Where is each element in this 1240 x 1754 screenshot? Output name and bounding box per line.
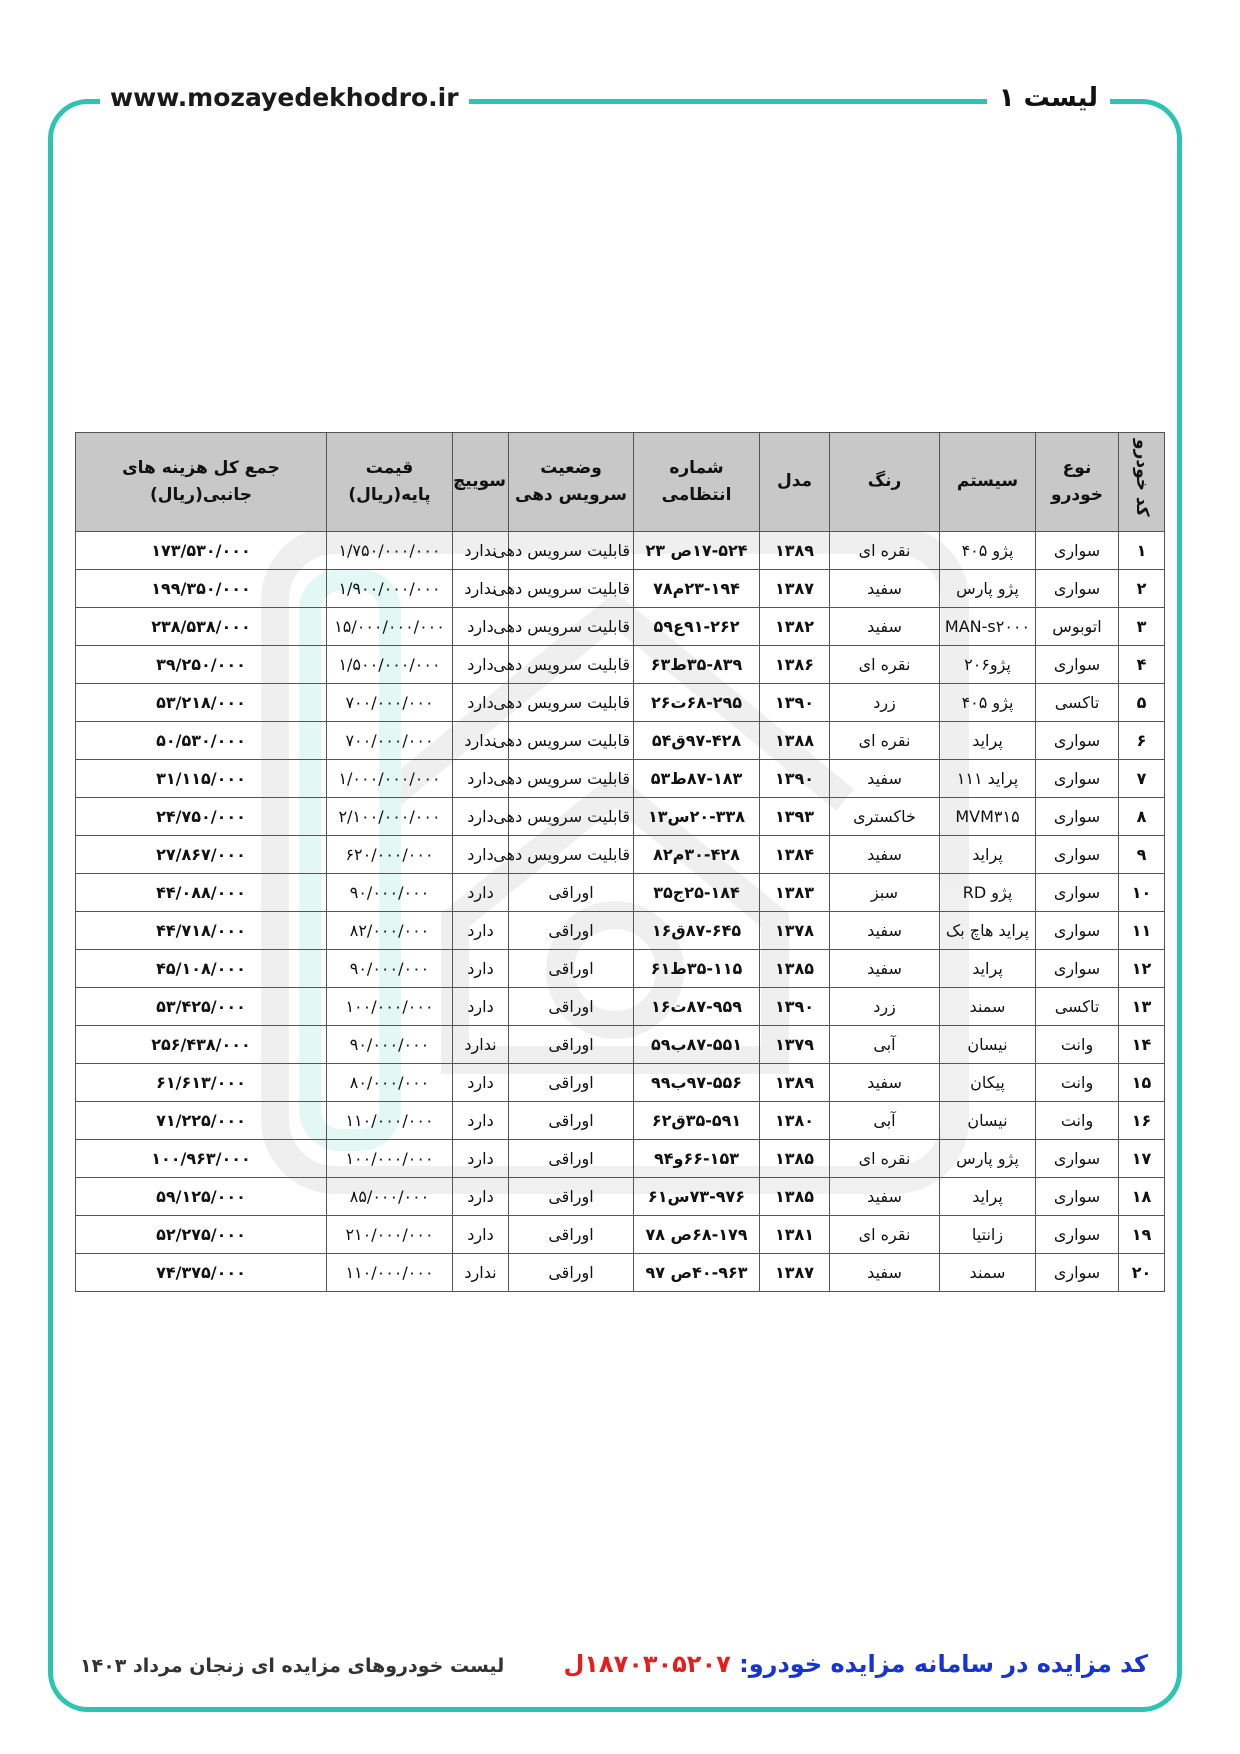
cell-plate: ۳۵-۸۳۹ط۶۳ bbox=[634, 646, 760, 684]
cell-switch: دارد bbox=[453, 950, 509, 988]
cell-plate: ۸۷-۹۵۹ت۱۶ bbox=[634, 988, 760, 1026]
auction-code-label: کد مزایده در سامانه مزایده خودرو: bbox=[739, 1650, 1148, 1678]
cell-service: اوراقی bbox=[509, 950, 634, 988]
cell-model: ۱۳۸۵ bbox=[760, 1178, 830, 1216]
cell-system: سمند bbox=[940, 1254, 1036, 1292]
col-service: وضعیت سرویس دهی bbox=[509, 433, 634, 532]
cell-system: پراید ۱۱۱ bbox=[940, 760, 1036, 798]
cell-service: قابلیت سرویس دهی bbox=[509, 570, 634, 608]
cell-price: ۱۱۰/۰۰۰/۰۰۰ bbox=[327, 1102, 453, 1140]
cell-model: ۱۳۸۸ bbox=[760, 722, 830, 760]
cell-code: ۹ bbox=[1119, 836, 1165, 874]
col-model: مدل bbox=[760, 433, 830, 532]
cell-switch: دارد bbox=[453, 646, 509, 684]
cell-type: سواری bbox=[1036, 836, 1119, 874]
cell-service: قابلیت سرویس دهی bbox=[509, 760, 634, 798]
cell-price: ۱/۰۰۰/۰۰۰/۰۰۰ bbox=[327, 760, 453, 798]
cell-plate: ۸۷-۵۵۱ب۵۹ bbox=[634, 1026, 760, 1064]
cell-color: سفید bbox=[830, 836, 940, 874]
cell-service: اوراقی bbox=[509, 874, 634, 912]
cell-plate: ۱۷-۵۲۴ص ۲۳ bbox=[634, 532, 760, 570]
table-row bbox=[76, 760, 1165, 798]
cell-system: پراید bbox=[940, 722, 1036, 760]
cell-type: سواری bbox=[1036, 1254, 1119, 1292]
cell-price: ۸۲/۰۰۰/۰۰۰ bbox=[327, 912, 453, 950]
cell-total: ۱۹۹/۳۵۰/۰۰۰ bbox=[76, 570, 327, 608]
cell-color: نقره ای bbox=[830, 532, 940, 570]
cell-color: نقره ای bbox=[830, 722, 940, 760]
list-title: لیست ۱ bbox=[987, 78, 1110, 118]
cell-price: ۷۰۰/۰۰۰/۰۰۰ bbox=[327, 684, 453, 722]
cell-total: ۵۰/۵۳۰/۰۰۰ bbox=[76, 722, 327, 760]
cell-service: قابلیت سرویس دهی bbox=[509, 646, 634, 684]
cell-plate: ۳۰-۴۲۸م۸۲ bbox=[634, 836, 760, 874]
cell-service: قابلیت سرویس دهی bbox=[509, 532, 634, 570]
cell-service: اوراقی bbox=[509, 1026, 634, 1064]
cell-color: نقره ای bbox=[830, 646, 940, 684]
cell-type: سواری bbox=[1036, 912, 1119, 950]
cell-code: ۱۳ bbox=[1119, 988, 1165, 1026]
table-row bbox=[76, 836, 1165, 874]
cell-service: قابلیت سرویس دهی bbox=[509, 608, 634, 646]
cell-model: ۱۳۹۰ bbox=[760, 684, 830, 722]
cell-type: سواری bbox=[1036, 1140, 1119, 1178]
cell-model: ۱۳۷۹ bbox=[760, 1026, 830, 1064]
cell-switch: دارد bbox=[453, 760, 509, 798]
cell-price: ۲/۱۰۰/۰۰۰/۰۰۰ bbox=[327, 798, 453, 836]
table-row bbox=[76, 950, 1165, 988]
table-row bbox=[76, 1216, 1165, 1254]
cell-code: ۱۰ bbox=[1119, 874, 1165, 912]
cell-service: قابلیت سرویس دهی bbox=[509, 684, 634, 722]
cell-switch: دارد bbox=[453, 836, 509, 874]
cell-price: ۶۲۰/۰۰۰/۰۰۰ bbox=[327, 836, 453, 874]
cell-model: ۱۳۸۲ bbox=[760, 608, 830, 646]
cell-system: MAN-s۲۰۰۰ bbox=[940, 608, 1036, 646]
cell-model: ۱۳۸۳ bbox=[760, 874, 830, 912]
cell-total: ۵۳/۴۲۵/۰۰۰ bbox=[76, 988, 327, 1026]
cell-plate: ۷۳-۹۷۶س۶۱ bbox=[634, 1178, 760, 1216]
cell-switch: دارد bbox=[453, 1178, 509, 1216]
cell-code: ۲۰ bbox=[1119, 1254, 1165, 1292]
cell-color: سفید bbox=[830, 760, 940, 798]
cell-switch: دارد bbox=[453, 684, 509, 722]
cell-plate: ۶۸-۱۷۹ص ۷۸ bbox=[634, 1216, 760, 1254]
cell-code: ۱۹ bbox=[1119, 1216, 1165, 1254]
table-header-row bbox=[76, 433, 1165, 532]
cell-switch: دارد bbox=[453, 1140, 509, 1178]
cell-type: وانت bbox=[1036, 1102, 1119, 1140]
cell-code: ۱ bbox=[1119, 532, 1165, 570]
cell-model: ۱۳۸۰ bbox=[760, 1102, 830, 1140]
cell-service: اوراقی bbox=[509, 912, 634, 950]
cell-price: ۸۰/۰۰۰/۰۰۰ bbox=[327, 1064, 453, 1102]
cell-model: ۱۳۸۵ bbox=[760, 950, 830, 988]
cell-type: سواری bbox=[1036, 532, 1119, 570]
cell-code: ۱۲ bbox=[1119, 950, 1165, 988]
website-url[interactable]: www.mozayedekhodro.ir bbox=[100, 78, 469, 118]
cell-total: ۷۴/۳۷۵/۰۰۰ bbox=[76, 1254, 327, 1292]
cell-total: ۲۳۸/۵۳۸/۰۰۰ bbox=[76, 608, 327, 646]
cell-plate: ۹۱-۲۶۲ع۵۹ bbox=[634, 608, 760, 646]
table-row bbox=[76, 1026, 1165, 1064]
cell-color: سفید bbox=[830, 1064, 940, 1102]
cell-system: زانتیا bbox=[940, 1216, 1036, 1254]
cell-service: اوراقی bbox=[509, 1102, 634, 1140]
cell-color: سفید bbox=[830, 912, 940, 950]
cell-switch: ندارد bbox=[453, 570, 509, 608]
cell-total: ۲۵۶/۴۳۸/۰۰۰ bbox=[76, 1026, 327, 1064]
cell-system: MVM۳۱۵ bbox=[940, 798, 1036, 836]
cell-system: پژو پارس bbox=[940, 570, 1036, 608]
table-row bbox=[76, 1102, 1165, 1140]
cell-price: ۱/۹۰۰/۰۰۰/۰۰۰ bbox=[327, 570, 453, 608]
cell-code: ۱۵ bbox=[1119, 1064, 1165, 1102]
cell-type: سواری bbox=[1036, 874, 1119, 912]
cell-plate: ۳۵-۵۹۱ق۶۲ bbox=[634, 1102, 760, 1140]
cell-system: پراید هاچ بک bbox=[940, 912, 1036, 950]
cell-system: نیسان bbox=[940, 1102, 1036, 1140]
cell-code: ۱۸ bbox=[1119, 1178, 1165, 1216]
cell-plate: ۶۶-۱۵۳و۹۴ bbox=[634, 1140, 760, 1178]
cell-model: ۱۳۸۷ bbox=[760, 1254, 830, 1292]
cell-color: خاکستری bbox=[830, 798, 940, 836]
cell-total: ۳۱/۱۱۵/۰۰۰ bbox=[76, 760, 327, 798]
col-switch: سوییچ bbox=[453, 433, 509, 532]
cell-model: ۱۳۸۴ bbox=[760, 836, 830, 874]
cell-switch: دارد bbox=[453, 1216, 509, 1254]
cell-code: ۱۴ bbox=[1119, 1026, 1165, 1064]
cell-system: پراید bbox=[940, 836, 1036, 874]
cell-plate: ۶۸-۲۹۵ت۲۶ bbox=[634, 684, 760, 722]
cell-color: زرد bbox=[830, 684, 940, 722]
cell-switch: دارد bbox=[453, 912, 509, 950]
cell-total: ۲۷/۸۶۷/۰۰۰ bbox=[76, 836, 327, 874]
cell-switch: ندارد bbox=[453, 1254, 509, 1292]
cell-total: ۳۹/۲۵۰/۰۰۰ bbox=[76, 646, 327, 684]
cell-system: پژو پارس bbox=[940, 1140, 1036, 1178]
cell-total: ۷۱/۲۲۵/۰۰۰ bbox=[76, 1102, 327, 1140]
cell-color: سفید bbox=[830, 608, 940, 646]
cell-type: سواری bbox=[1036, 1216, 1119, 1254]
cell-price: ۹۰/۰۰۰/۰۰۰ bbox=[327, 874, 453, 912]
cell-plate: ۸۷-۶۴۵ق۱۶ bbox=[634, 912, 760, 950]
cell-type: سواری bbox=[1036, 1178, 1119, 1216]
cell-switch: ندارد bbox=[453, 1026, 509, 1064]
cell-price: ۷۰۰/۰۰۰/۰۰۰ bbox=[327, 722, 453, 760]
cell-type: اتوبوس bbox=[1036, 608, 1119, 646]
cell-plate: ۲۳-۱۹۴م۷۸ bbox=[634, 570, 760, 608]
cell-plate: ۳۵-۱۱۵ط۶۱ bbox=[634, 950, 760, 988]
cell-service: قابلیت سرویس دهی bbox=[509, 798, 634, 836]
cell-type: تاکسی bbox=[1036, 684, 1119, 722]
table-row bbox=[76, 988, 1165, 1026]
cell-service: اوراقی bbox=[509, 1178, 634, 1216]
cell-type: سواری bbox=[1036, 570, 1119, 608]
cell-total: ۲۴/۷۵۰/۰۰۰ bbox=[76, 798, 327, 836]
cell-code: ۶ bbox=[1119, 722, 1165, 760]
cell-service: قابلیت سرویس دهی bbox=[509, 836, 634, 874]
cell-color: سفید bbox=[830, 1178, 940, 1216]
table-row bbox=[76, 1254, 1165, 1292]
cell-code: ۱۱ bbox=[1119, 912, 1165, 950]
table-row bbox=[76, 1064, 1165, 1102]
table-row bbox=[76, 646, 1165, 684]
cell-type: سواری bbox=[1036, 798, 1119, 836]
cell-code: ۷ bbox=[1119, 760, 1165, 798]
cell-switch: دارد bbox=[453, 988, 509, 1026]
table-row bbox=[76, 874, 1165, 912]
cell-plate: ۴۰-۹۶۳ص ۹۷ bbox=[634, 1254, 760, 1292]
cell-system: پژو ۴۰۵ bbox=[940, 532, 1036, 570]
cell-color: نقره ای bbox=[830, 1216, 940, 1254]
cell-switch: دارد bbox=[453, 608, 509, 646]
cell-code: ۳ bbox=[1119, 608, 1165, 646]
table-row bbox=[76, 532, 1165, 570]
cell-plate: ۹۷-۴۲۸ق۵۴ bbox=[634, 722, 760, 760]
cell-price: ۹۰/۰۰۰/۰۰۰ bbox=[327, 1026, 453, 1064]
cell-type: وانت bbox=[1036, 1026, 1119, 1064]
cell-total: ۵۲/۲۷۵/۰۰۰ bbox=[76, 1216, 327, 1254]
cell-code: ۱۷ bbox=[1119, 1140, 1165, 1178]
cell-color: سفید bbox=[830, 1254, 940, 1292]
vehicle-table bbox=[75, 432, 1165, 1292]
cell-system: پراید bbox=[940, 950, 1036, 988]
cell-system: پراید bbox=[940, 1178, 1036, 1216]
cell-plate: ۸۷-۱۸۳ط۵۳ bbox=[634, 760, 760, 798]
cell-switch: دارد bbox=[453, 1102, 509, 1140]
cell-switch: دارد bbox=[453, 798, 509, 836]
cell-plate: ۲۰-۳۳۸س۱۳ bbox=[634, 798, 760, 836]
cell-plate: ۹۷-۵۵۶ب۹۹ bbox=[634, 1064, 760, 1102]
cell-switch: دارد bbox=[453, 1064, 509, 1102]
cell-model: ۱۳۹۰ bbox=[760, 988, 830, 1026]
cell-switch: دارد bbox=[453, 874, 509, 912]
cell-price: ۸۵/۰۰۰/۰۰۰ bbox=[327, 1178, 453, 1216]
cell-total: ۴۴/۷۱۸/۰۰۰ bbox=[76, 912, 327, 950]
cell-model: ۱۳۸۹ bbox=[760, 1064, 830, 1102]
cell-color: سفید bbox=[830, 950, 940, 988]
col-color: رنگ bbox=[830, 433, 940, 532]
cell-model: ۱۳۹۰ bbox=[760, 760, 830, 798]
cell-color: سفید bbox=[830, 570, 940, 608]
cell-total: ۱۷۳/۵۳۰/۰۰۰ bbox=[76, 532, 327, 570]
table-row bbox=[76, 684, 1165, 722]
table-row bbox=[76, 722, 1165, 760]
cell-type: تاکسی bbox=[1036, 988, 1119, 1026]
auction-code-line bbox=[563, 1650, 1148, 1678]
cell-model: ۱۳۹۳ bbox=[760, 798, 830, 836]
col-system: سیستم bbox=[940, 433, 1036, 532]
col-price: قیمت پایه(ریال) bbox=[327, 433, 453, 532]
cell-code: ۸ bbox=[1119, 798, 1165, 836]
col-type: نوع خودرو bbox=[1036, 433, 1119, 532]
cell-service: اوراقی bbox=[509, 1254, 634, 1292]
cell-total: ۱۰۰/۹۶۳/۰۰۰ bbox=[76, 1140, 327, 1178]
footer-subtitle: لیست خودروهای مزایده ای زنجان مرداد ۱۴۰۳ bbox=[80, 1655, 505, 1677]
cell-total: ۴۴/۰۸۸/۰۰۰ bbox=[76, 874, 327, 912]
cell-total: ۵۳/۲۱۸/۰۰۰ bbox=[76, 684, 327, 722]
cell-system: پژو RD bbox=[940, 874, 1036, 912]
cell-code: ۲ bbox=[1119, 570, 1165, 608]
col-code: کد خودرو bbox=[1119, 433, 1165, 532]
cell-code: ۴ bbox=[1119, 646, 1165, 684]
cell-color: نقره ای bbox=[830, 1140, 940, 1178]
cell-model: ۱۳۸۷ bbox=[760, 570, 830, 608]
cell-type: وانت bbox=[1036, 1064, 1119, 1102]
cell-system: پژو ۴۰۵ bbox=[940, 684, 1036, 722]
cell-switch: ندارد bbox=[453, 532, 509, 570]
cell-service: قابلیت سرویس دهی bbox=[509, 722, 634, 760]
cell-plate: ۲۵-۱۸۴ج۳۵ bbox=[634, 874, 760, 912]
cell-switch: ندارد bbox=[453, 722, 509, 760]
cell-system: پیکان bbox=[940, 1064, 1036, 1102]
cell-color: آبی bbox=[830, 1026, 940, 1064]
cell-model: ۱۳۸۶ bbox=[760, 646, 830, 684]
cell-type: سواری bbox=[1036, 760, 1119, 798]
cell-model: ۱۳۷۸ bbox=[760, 912, 830, 950]
cell-price: ۹۰/۰۰۰/۰۰۰ bbox=[327, 950, 453, 988]
cell-total: ۵۹/۱۲۵/۰۰۰ bbox=[76, 1178, 327, 1216]
cell-service: اوراقی bbox=[509, 1140, 634, 1178]
cell-code: ۱۶ bbox=[1119, 1102, 1165, 1140]
cell-total: ۴۵/۱۰۸/۰۰۰ bbox=[76, 950, 327, 988]
cell-color: سبز bbox=[830, 874, 940, 912]
cell-type: سواری bbox=[1036, 646, 1119, 684]
col-total: جمع کل هزینه های جانبی(ریال) bbox=[76, 433, 327, 532]
cell-code: ۵ bbox=[1119, 684, 1165, 722]
cell-model: ۱۳۸۹ bbox=[760, 532, 830, 570]
table-row bbox=[76, 570, 1165, 608]
cell-system: نیسان bbox=[940, 1026, 1036, 1064]
col-plate: شماره انتظامی bbox=[634, 433, 760, 532]
cell-color: زرد bbox=[830, 988, 940, 1026]
table-row bbox=[76, 1140, 1165, 1178]
cell-system: سمند bbox=[940, 988, 1036, 1026]
cell-total: ۶۱/۶۱۳/۰۰۰ bbox=[76, 1064, 327, 1102]
cell-price: ۱۱۰/۰۰۰/۰۰۰ bbox=[327, 1254, 453, 1292]
auction-code-value: ۱۸۷۰۳۰۵۲۰۷ل bbox=[563, 1650, 731, 1678]
cell-price: ۲۱۰/۰۰۰/۰۰۰ bbox=[327, 1216, 453, 1254]
cell-price: ۱۰۰/۰۰۰/۰۰۰ bbox=[327, 988, 453, 1026]
cell-color: آبی bbox=[830, 1102, 940, 1140]
cell-service: اوراقی bbox=[509, 988, 634, 1026]
cell-model: ۱۳۸۱ bbox=[760, 1216, 830, 1254]
table-row bbox=[76, 608, 1165, 646]
cell-price: ۱۰۰/۰۰۰/۰۰۰ bbox=[327, 1140, 453, 1178]
cell-service: اوراقی bbox=[509, 1216, 634, 1254]
cell-price: ۱/۵۰۰/۰۰۰/۰۰۰ bbox=[327, 646, 453, 684]
cell-price: ۱۵/۰۰۰/۰۰۰/۰۰۰ bbox=[327, 608, 453, 646]
table-row bbox=[76, 912, 1165, 950]
cell-type: سواری bbox=[1036, 722, 1119, 760]
cell-type: سواری bbox=[1036, 950, 1119, 988]
table-row bbox=[76, 1178, 1165, 1216]
table-row bbox=[76, 798, 1165, 836]
cell-model: ۱۳۸۵ bbox=[760, 1140, 830, 1178]
cell-service: اوراقی bbox=[509, 1064, 634, 1102]
cell-price: ۱/۷۵۰/۰۰۰/۰۰۰ bbox=[327, 532, 453, 570]
cell-system: پژو۲۰۶ bbox=[940, 646, 1036, 684]
